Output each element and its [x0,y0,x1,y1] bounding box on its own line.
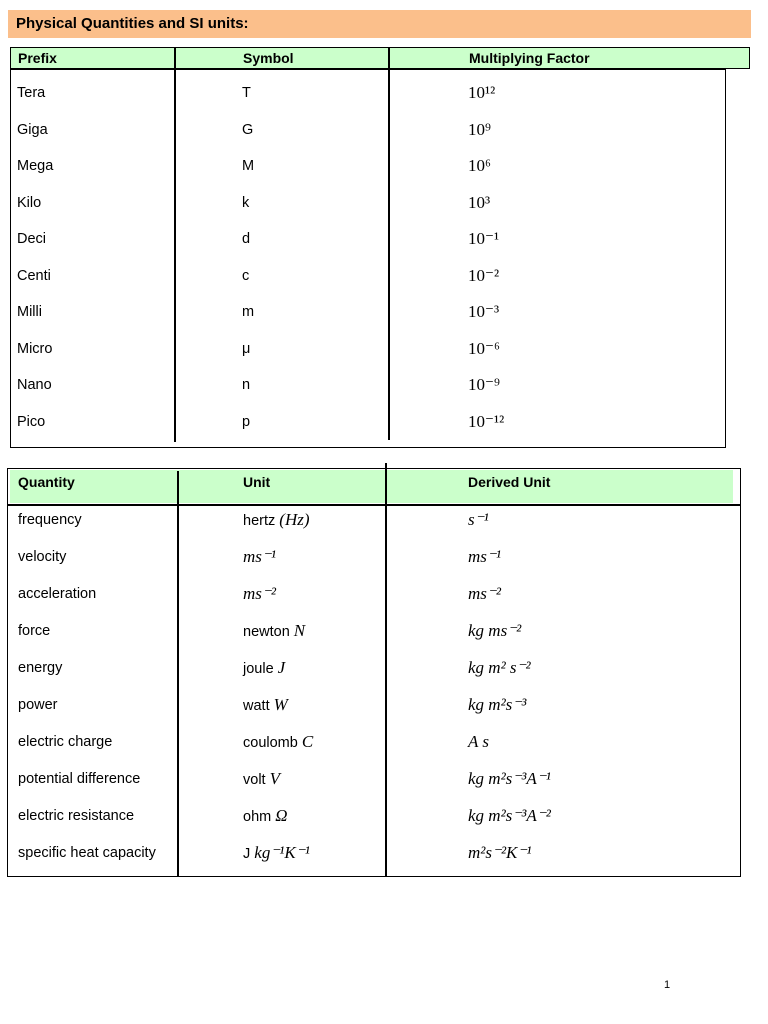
derived-unit: ms⁻¹ [468,547,501,566]
table-row [10,367,726,403]
table-row [10,404,726,440]
prefix-factor: 10⁻¹ [468,229,500,248]
table-row [7,687,741,723]
unit-cell [243,510,310,531]
unit-text: hertz [243,513,276,529]
table-row [7,835,741,871]
prefix-name: Tera [17,85,46,101]
unit-symbol: C [301,732,314,751]
unit-symbol: ms⁻² [243,584,276,603]
unit-symbol: Ω [275,806,288,825]
quantity-name: velocity [18,549,67,565]
unit-cell [243,732,313,753]
prefix-factor: 10⁻³ [468,302,500,321]
table-row [7,502,741,538]
unit-cell [243,547,276,568]
derived-unit: kg m² s⁻² [468,658,531,677]
prefix-name: Kilo [17,194,42,211]
quantity-name: frequency [18,512,82,528]
table-row [10,221,726,257]
prefix-name: Deci [17,231,47,247]
quantity-name: potential difference [18,771,141,787]
unit-text: watt [243,698,270,714]
derived-unit: A s [468,732,489,751]
header-prefix: Prefix [18,50,57,66]
prefix-factor: 10⁻⁶ [468,338,500,358]
unit-cell [243,621,305,642]
prefix-factor: 10³ [468,192,491,212]
unit-symbol: W [273,695,288,714]
prefix-symbol: G [242,121,254,138]
derived-unit: kg ms⁻² [468,621,522,640]
table-row [7,613,741,649]
header-multiplying-factor: Multiplying Factor [469,50,590,66]
table-row [7,724,741,760]
units-table-body [7,502,741,872]
prefix-factor: 10⁻¹² [468,411,505,431]
prefix-factor: 10⁻⁹ [468,375,500,394]
table-row [10,294,726,330]
unit-text: newton [243,624,290,640]
prefix-symbol: T [242,85,251,101]
header-quantity: Quantity [18,474,75,490]
prefix-name: Micro [17,340,53,357]
unit-symbol: ms⁻¹ [243,547,276,566]
derived-unit: kg m²s⁻³ [468,695,527,714]
page-title: Physical Quantities and SI units: [8,10,751,38]
table-row [10,148,726,184]
prefix-factor: 10⁻² [468,265,500,285]
prefix-factor: 10⁶ [468,156,491,175]
unit-symbol: J [277,658,286,677]
prefix-table-header [10,47,750,69]
table-row [7,576,741,612]
quantity-name: electric resistance [18,808,135,824]
quantity-name: power [18,697,58,713]
page-number: 1 [664,979,671,991]
unit-text: coulomb [243,735,298,751]
table-row [10,185,726,221]
table-row [7,798,741,834]
prefix-name: Milli [17,304,42,320]
unit-cell [243,695,288,716]
unit-cell [243,806,288,827]
prefix-symbol: c [242,267,250,284]
unit-cell [243,658,285,679]
quantity-name: force [18,623,51,639]
unit-symbol: V [269,769,280,788]
unit-text: volt [243,772,266,788]
derived-unit: ms⁻² [468,584,501,603]
table-row [10,258,726,294]
prefix-name: Nano [17,377,52,393]
prefix-name: Giga [17,121,48,138]
prefix-symbol: M [242,158,255,174]
unit-cell [243,769,280,790]
unit-symbol: (Hz) [279,510,310,529]
unit-text: joule [243,661,274,677]
header-unit: Unit [243,474,271,490]
derived-unit: m²s⁻²K⁻¹ [468,843,532,862]
derived-unit: kg m²s⁻³A⁻² [468,806,551,825]
quantity-name: acceleration [18,586,97,602]
prefix-symbol: k [242,194,250,211]
derived-unit: kg m²s⁻³A⁻¹ [468,769,551,788]
unit-text: ohm [243,809,272,825]
prefix-name: Centi [17,267,51,284]
table-row [7,761,741,797]
prefix-factor: 10⁹ [468,119,491,139]
quantity-name: energy [18,660,63,676]
prefix-symbol: p [242,413,251,430]
unit-symbol: kg⁻¹K⁻¹ [254,843,310,862]
prefix-name: Pico [17,413,46,430]
prefix-symbol: n [242,377,251,393]
unit-text: J [243,846,251,862]
quantity-name: specific heat capacity [18,845,156,861]
prefix-symbol: d [242,231,251,247]
unit-symbol: N [293,621,306,640]
prefix-table-body [10,75,726,441]
table-row [7,539,741,575]
table-row [10,75,726,111]
header-derived-unit: Derived Unit [468,474,551,490]
prefix-symbol: m [242,304,255,320]
units-table-header [10,470,733,503]
prefix-factor: 10¹² [468,83,496,102]
prefix-name: Mega [17,158,54,174]
derived-unit: s⁻¹ [468,510,489,529]
prefix-symbol: μ [242,340,251,357]
unit-cell [243,843,310,864]
unit-cell [243,584,276,605]
table-row [7,650,741,686]
table-row [10,331,726,367]
header-symbol: Symbol [243,50,294,66]
quantity-name: electric charge [18,734,113,750]
table-row [10,112,726,148]
